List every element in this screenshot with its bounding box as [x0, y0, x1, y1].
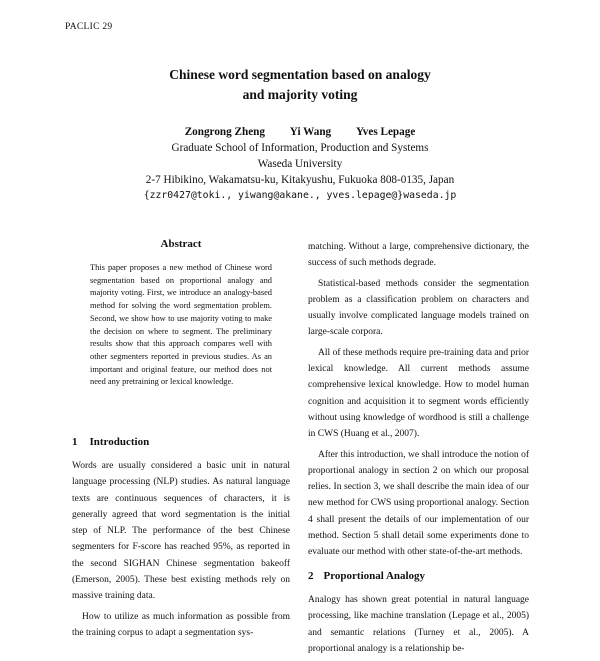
abstract-text: This paper proposes a new method of Chinese word segmentation based on proportional analogy and majority voting. First, we introduce an analogy-based method for solving the word segmentation problem. Second, we show how to use majority voting to make the decision on where to segment. The preliminary results show that this approach compares well with other segmenters reported in previous studies. As an important and original feature, our method does not need any pretraining or lexical knowledge. [90, 263, 272, 387]
paragraph: Analogy has shown great potential in natural language processing, like machine translation (Lepage et al., 2005) and semantic relations (Turney et al., 2005). A proportional analogy is a relationship be- [308, 594, 529, 654]
author-block [0, 124, 600, 204]
abstract-section [72, 238, 290, 389]
section-1-heading [72, 436, 149, 448]
paragraph: Words are usually considered a basic unit in natural language processing (NLP) studies. As natural language texts are continuous sequences of characters, it is generally agreed that word segmentation is the initial step of NLP. The performance of the best Chinese segmenters for F-score has reached 95%, as reported in the second SIGHAN Chinese segmentation bakeoff (Emerson, 2005). These best existing methods rely on massive training data. [72, 461, 290, 602]
address: 2-7 Hibikino, Wakamatsu-ku, Kitakyushu, Fukuoka 808-0135, Japan [145, 174, 455, 186]
paragraph: After this introduction, we shall introduce the notion of proportional analogy in section 2 on which our proposal relies. In section 3, we shall describe the main idea of our new method for CWS using proportional analogy. Section 4 shall present the details of our implementation of our method. Section 5 shall detail some experiments done to evaluate our method with other state-of-the-art methods. [308, 449, 529, 558]
paragraph: matching. Without a large, comprehensive dictionary, the success of such methods degrade. [308, 242, 529, 269]
paragraph: How to utilize as much information as possible from the training corpus to adapt a segmentation sys- [72, 611, 290, 638]
author-name: Yi Wang [289, 126, 332, 138]
author-name: Zongrong Zheng [184, 126, 265, 138]
section-1-body [72, 458, 290, 645]
author-emails: {zzr0427@toki., yiwang@akane., yves.lepage@}waseda.jp [143, 190, 457, 201]
paragraph: All of these methods require pre-training data and prior lexical knowledge. All current methods assume comprehensive lexical knowledge. How to model human cognition and acquisition it to segment words efficiently without using knowledge of wordhood is still a challenge in CWS (Huang et al., 2007). [308, 347, 529, 440]
right-column [308, 239, 529, 661]
section-title: Introduction [89, 436, 150, 448]
paragraph: Statistical-based methods consider the segmentation problem as a classification problem on characters and usually involve complicated language models trained on large-scale corpora. [308, 278, 529, 338]
paper-title-line-1: Chinese word segmentation based on analogy [169, 67, 431, 82]
paper-title [0, 65, 600, 105]
affiliation: Graduate School of Information, Production and Systems [171, 142, 429, 154]
university: Waseda University [257, 158, 343, 170]
section-number: 2 [308, 569, 314, 582]
author-names [0, 124, 600, 140]
paper-title-line-2: and majority voting [242, 87, 358, 102]
section-number: 1 [72, 436, 78, 448]
section-title: Proportional Analogy [323, 569, 426, 582]
author-name: Yves Lepage [355, 126, 416, 138]
section-2-heading [308, 568, 529, 584]
conference-header: PACLIC 29 [65, 22, 113, 32]
abstract-heading: Abstract [160, 238, 202, 250]
